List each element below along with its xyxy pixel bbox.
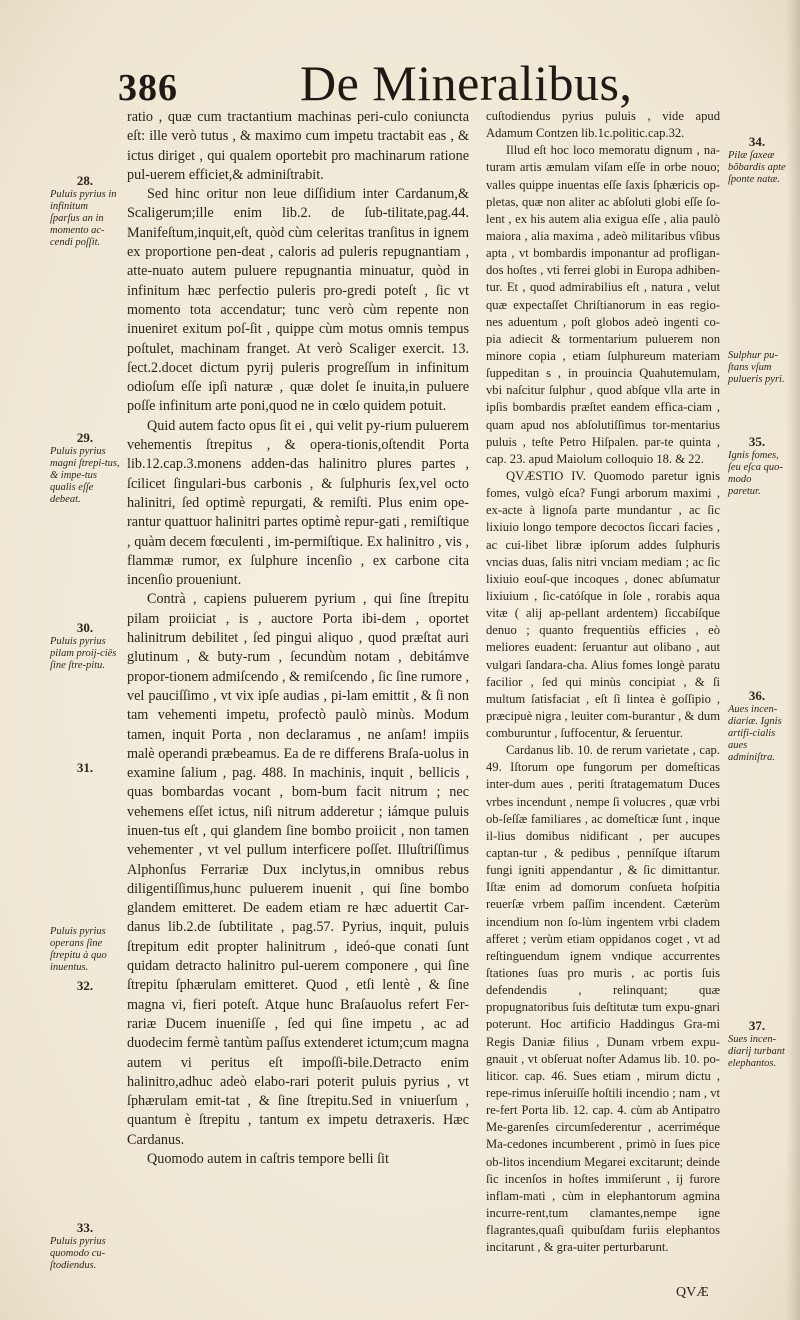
margin-note (50, 924, 120, 974)
margin-note (728, 348, 786, 386)
note-number: 36. (748, 688, 766, 703)
note-number: 32. (76, 978, 94, 993)
paragraph: Quomodo autem in caſtris tempore belli ſit (147, 1151, 389, 1168)
note-text: Puluis pyrius pilam proij-ciēs ſine ſtre-pitu. (50, 636, 117, 671)
note-number: 29. (76, 430, 94, 445)
note-number: 30. (76, 620, 94, 635)
margin-note (50, 762, 120, 776)
paragraph: Illud eſt hoc loco memoratu dignum , na-turam artis æmulam viſam eſſe in orbe nouo; valles quippe inuentas eſſe ſaxis ſphæricis op-pletas, quæ non aliter ac abſoluti globi eſſe ſo-lent , ex his autem alia exigua eſſe , alia paulò maiora , alia maxima , adeò militaribus vſibus apta , vt bombardis imponantur ad profligan-dos hoſtes , vti ferrei globi in Europa adhiben-tur. Et , quod admirabilius eſt , natura , velut quæ expectaſſet Chriſtianorum in eas regio-nes aduentum , poſt globos adeò ingenti co-pia adiecit & tormentarium puluerem non minore copia , etiam ſulphureum materiam ſuppeditan s , in prouincia Quahutemulam, vbi naſcitur ſulphur , quod abſque vlla arte in ipſis bombardis præſtet eandem effica-ciam , quam apud nos abſolutiſſimus tor-mentarius puluis , teſte Petro Hiſpalen. par-te quinta , cap. 23. apud Maiolum colloquio 18. & 22. (486, 143, 720, 466)
margin-note (50, 1222, 120, 1272)
margin-note (50, 622, 120, 672)
note-text: Puluis pyrius magni ſtrepi-tus, & impe-tus qualis eſſe debeat. (50, 446, 120, 505)
paragraph: Sed hinc oritur non leue diſſidium inter Cardanum,& Scaligerum;ille enim lib.2. de ſub-tilitate,pag.44. Manifeſtum,inquit,eſt, quòd cùm celeritas tranſitus in ignem ex proportione pen-deat , caloris ad puleris repugnantiam , atte-nuato autem puluere repugnantia minuatur, quòd in infinitum hæc perfectio puleris pro-gredi poteſt , ſic vt momento tota accendatur; tunc verò cùm repente non inueniret exitum poſ-ſit , quippe cùm motus omnis tempus poſtulet, machinam franget. At verò Scaliger exercit. 13. ſect.2.docet dictum pyrij puleris progreſſum in infinitum odioſum eſſe ipſi naturæ , quæ dolet ſe inuita,in puluere poſſe infinitum arte poni,quod ne in cœlo quidem potuit. (127, 186, 469, 415)
margin-note (728, 136, 786, 186)
note-number: 37. (748, 1018, 766, 1033)
paragraph: cuſtodiendus pyrius puluis , vide apud Adamum Contzen lib.1c.politic.cap.32. (486, 109, 720, 141)
note-text: Sues incen-diarij turbant elephantos. (728, 1034, 785, 1069)
paragraph: Quid autem facto opus ſit ei , qui velit py-rium puluerem vehementis ſtrepitus , & opera-tionis,oſtendit Porta lib.12.cap.3.monens adden-das halinitro plures partes , ſcilicet ſingulari-bus carbonis , & ſulphuris ſex,vel octo halinitri, ſed optimè repurgati, & remiſti. Plus enim ope-rantur quattuor halinitri partes optimè repur-gati , remiſtique , quàm decem fœculenti , im-permiſtique. Ex halinitro , vis , flammæ rumor, ex ſulphure incenſio , ex carbone cita incenſio proueniunt. (127, 417, 469, 589)
margin-note (728, 1020, 786, 1070)
note-text: Puluis pyrius quomodo cu-ſtodiendus. (50, 1236, 106, 1271)
page-number: 386 (118, 67, 178, 109)
note-number: 34. (748, 134, 766, 149)
paragraph: ratio , quæ cum tractantium machinas peri-culo coniuncta eſt: ille verò tutus , & maximo cum impetu tractabit eas , & ictus diriget , qui qualem oportebit pro machinarum ratione pul-uerem efficiet,& adminiſtrabit. (127, 109, 469, 183)
margin-note (50, 175, 120, 249)
note-text: Sulphur pu-ſtans vſum pulueris pyri. (728, 350, 785, 385)
catchword: QVÆ (676, 1285, 709, 1300)
margin-note (50, 980, 120, 994)
paragraph: QVÆSTIO IV. Quomodo paretur ignis fomes, vulgò eſca? Fungi arborum maximi , ex-acte à lignoſa parte mundantur , ac ſic lixiuio longo tempore decoctos ſiccari facies , ac cui-libet libræ ipſorum addes ſulphuris vncias duas, ſalis nitri vnciam mediam ; ac ſic lixiuio eouſ-que incoques , donec abſumatur lixiuium , ſic-catóſque in ſole , rorabis aqua vitæ ( alij ap-pellant ardentem) ſiccabíſque denuo ; quanto frequentiùs efficies , eò meliores euadent: ſeruantur aut olibano , aut vulgari ſandara-cha. Alius fomes longè paratu facilior , ſed qui minùs concipiat , & ſi multum ſatisfaciat , eſt ſi lintea è goſſipio , præcipuè nigra , leuiter com-burantur , & dum comburuntur , ſuffocentur, & ſeruentur. (486, 468, 720, 741)
note-number: 33. (76, 1220, 94, 1235)
page-edge-shadow (786, 0, 800, 1320)
margin-note (728, 690, 786, 764)
paragraph: Contrà , capiens puluerem pyrium , qui ſine ſtrepitu pilam proiiciat , is , auctore Porta ibi-dem , oportet halinitrum debilitet , ſed pingui aliquo , quod præſtat auri glutinum , & buty-rum , ſecundùm notam , debitámve propor-tionem admiſcendo , & remiſcendo , ſic ſine rumore , vel pauciſſimo , vt vix ipſe audias , pi-lam emittit , & ſi non tam vehementi impetu, profectò paulò minùs. Modum tamen, inquit Porta , non declaramus , ne anſam! impiis malè operandi præbeamus. Ea de re differens Braſa-uolus in examine ſalium , pag. 488. In machinis, inquit , bellicis , quas bombardas vocant , bom-bum facit nitrum ; nec vehemens eſſet ictus, niſi nitrum adderetur ; iámque puluis inuen-tus eſt , qui glandem ſine bombo proiicit , non tamen vehementer , vt vel pullum interficere poſſet. Illuſtriſſimus Alphonſus Ferrariæ Dux inclytus,in omnibus rebus diligentiſſimus,hunc puluerem inuenit , qui ſine bombo glandem emitteret. De eadem etiam re hæc aduertit Car-danus lib.2.de ſubtilitate , pag.57. Pyrius, inquit, puluis ſtrepitum edit propter halinitrum , ideó-que conati ſunt quidam detracto halinitro pul-uerem componere , qui ſine ſtrepitu ſphærulam emitteret. Quod , etſi lentè , & ſine magna vi, fieri poteſt. Atque hunc Braſauolus refert Fer-rariæ Ducem inueniſſe , ſed qui ſine impetu , ac ad duodecim fermè tantùm paſſus extenderet ictum;cum magna autem vi peritus eſt impoſſi-bile.Detracto enim halinitro,adhuc adeò elabo-rari poterit puluis pyrius , vt ſphærulam emit-tat , & ſine ſtrepitu.Sed in vniuerſum , quantum è ſtrepitu , tantum ex impetu detraxeris. Hæc Cardanus. (127, 591, 469, 1148)
note-number: 31. (76, 760, 94, 775)
note-text: Pilæ ſaxeæ bõbardis apte ſponte natæ. (728, 150, 786, 185)
right-text-column (486, 108, 720, 1256)
left-text-column (127, 108, 469, 1169)
margin-note (728, 436, 786, 498)
note-text: Ignis fomes, ſeu eſca quo-modo paretur. (728, 450, 783, 497)
note-text: Puluis pyrius operans ſine ſtrepitu à quo inuentus. (50, 926, 107, 973)
margin-note (50, 432, 120, 506)
note-number: 28. (76, 173, 94, 188)
note-text: Puluis pyrius in infinitum ſparſus an in momento ac-cendi poſſit. (50, 189, 117, 248)
running-title: De Mineralibus, (300, 55, 633, 111)
note-number: 35. (748, 434, 766, 449)
paragraph: Cardanus lib. 10. de rerum varietate , cap. 49. Iſtorum ope fungorum per domeſticas inter-dum aues , periti ſtratagematum Duces vrbes incendunt , nempe ſi volucres , quæ vrbi ob-ſeſſæ familiares , ac domeſticæ ſunt , inque il-lius domibus nidificant , per aucupes captan-tur , & pedibus , penníſque iſtarum fungi igniti appendantur , & ſic dimittantur. Iſtæ enim ad domorum conſueta hoſpitia reuerſæ vrbem paſſim incendent. Cæterùm incendium non ſo-lùm ingentem vrbi cladem afferet ; verùm etiam oppidanos coget , vt ad reſtinguendum ignem vndique accurrentes ſtationes ſuas pro muris , ac portis ſuis defendendis , relinquant; quæ propugnatoribus ſuis deſtitutæ tum expu-gnari poterunt. Hoc artificio Haddingus Gra-mi Regis Daniæ filius , Dunam vrbem expu-gnauit , vt obſeruat noſter Adamus lib. 10. po-liticor. cap. 46. Sues etiam , mirum dictu , repe-rimus inſeruiſſe hoſtili incendio ; nam , vt re-fert Porta lib. 12. cap. 4. cùm ab Antipatro Me-garenſes circumſederentur , acerriméque Ma-cedones incumberent , primò in ſues pice ob-litos incendium Megarei excitarunt; deinde ſic incenſos in hoſtes immiſerunt , ij furore inflam-mati , cùm in elephantorum agmina incurre-rent,tum clamantes,nempe igne flagrantes,quaſi quibuſdam furiis elephantos incitarunt , & gra-uiter perturbarunt. (486, 743, 720, 1255)
note-text: Aues incen-diariæ. Ignis artifi-cialis aues adminiſtra. (728, 704, 782, 763)
